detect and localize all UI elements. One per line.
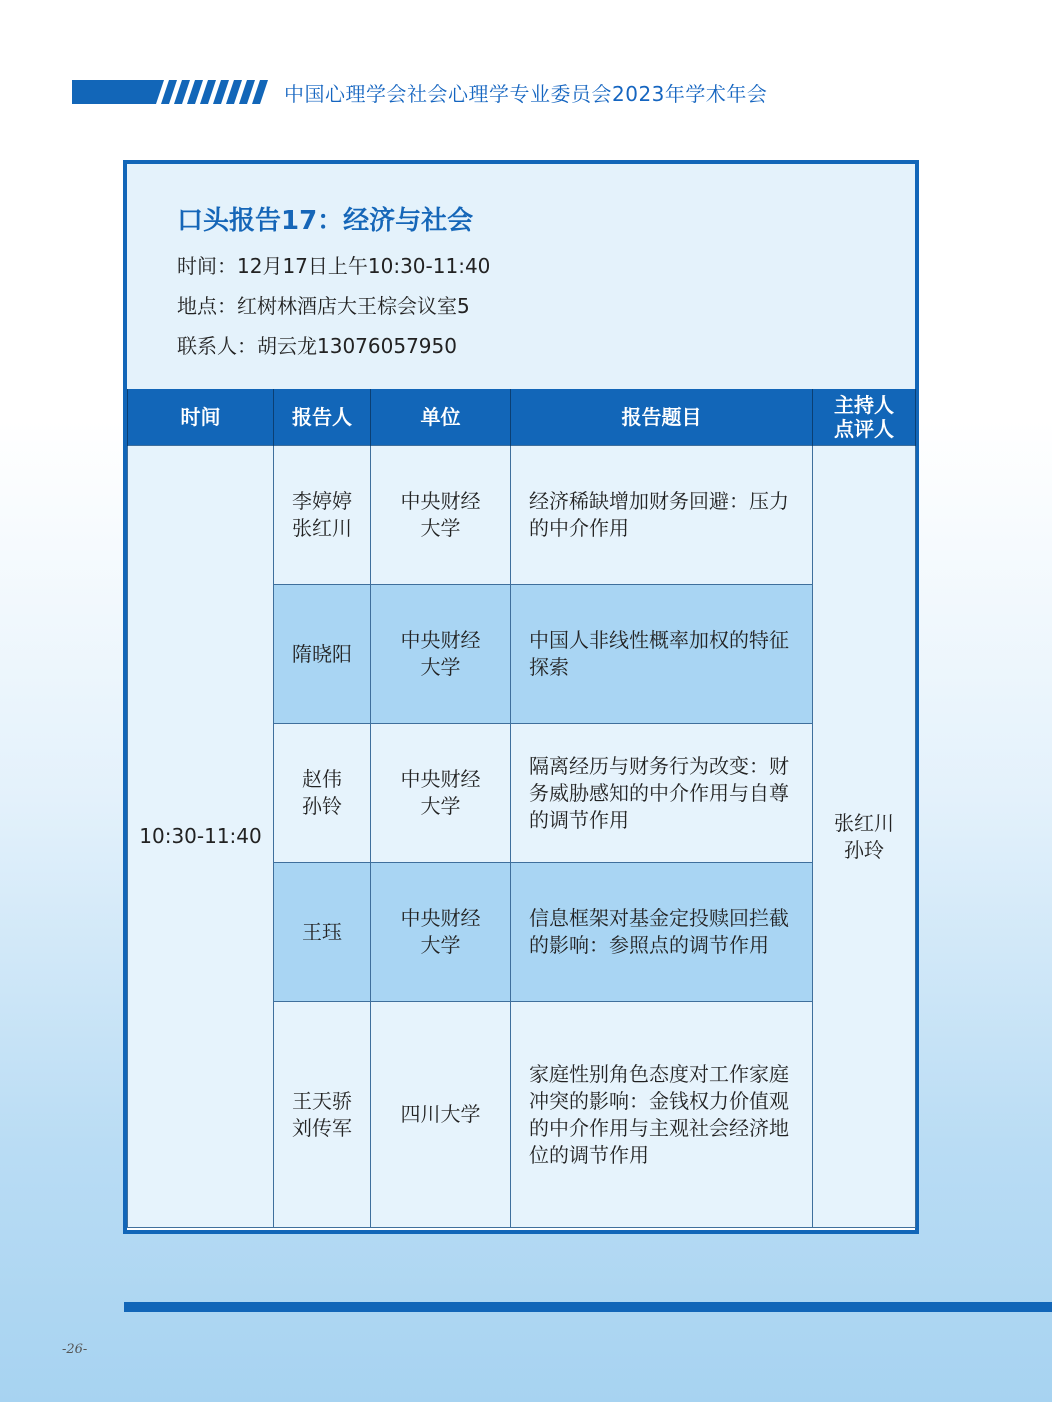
session-info-panel <box>127 164 915 389</box>
speaker-name: 隋晓阳 <box>292 641 352 666</box>
unit-line: 大学 <box>420 655 461 679</box>
session-title: 口头报告17：经济与社会 <box>177 206 474 236</box>
topic-cell: 中国人非线性概率加权的特征探索 <box>511 585 813 724</box>
unit-line: 中央财经 <box>400 906 481 930</box>
table-header-row <box>128 389 916 446</box>
session-contact: 联系人：胡云龙13076057950 <box>177 334 457 358</box>
topic-cell: 家庭性别角色态度对工作家庭冲突的影响：金钱权力价值观的中介作用与主观社会经济地位的调节作用 <box>511 1002 813 1228</box>
speaker-name: 赵伟 <box>302 767 342 791</box>
header-host <box>813 389 916 446</box>
schedule-table <box>127 389 916 1228</box>
unit-line: 大学 <box>420 516 461 540</box>
page-number: -26- <box>62 1342 88 1357</box>
header-unit: 单位 <box>371 389 511 446</box>
header-host-line1: 主持人 <box>834 393 894 417</box>
topic-cell: 信息框架对基金定投赎回拦截的影响：参照点的调节作用 <box>511 863 813 1002</box>
header-stripe-decoration <box>72 80 272 104</box>
speaker-name: 张红川 <box>292 516 352 540</box>
unit-line: 中央财经 <box>400 628 481 652</box>
footer-bar <box>124 1302 1052 1312</box>
unit-line: 中央财经 <box>400 489 481 513</box>
session-location: 地点：红树林酒店大王棕会议室5 <box>177 294 470 318</box>
session-frame <box>123 160 919 1234</box>
topic-cell: 隔离经历与财务行为改变：财务威胁感知的中介作用与自尊的调节作用 <box>511 724 813 863</box>
time-cell: 10:30-11:40 <box>128 446 274 1228</box>
unit-line: 大学 <box>420 933 461 957</box>
unit-line: 大学 <box>420 794 461 818</box>
unit-line: 中央财经 <box>400 767 481 791</box>
header-time: 时间 <box>128 389 274 446</box>
session-time: 时间：12月17日上午10:30-11:40 <box>177 254 491 278</box>
host-name: 孙玲 <box>844 837 884 862</box>
speaker-name: 王珏 <box>302 919 342 944</box>
speaker-cell <box>274 1002 371 1228</box>
host-cell <box>813 446 916 1228</box>
header-topic: 报告题目 <box>511 389 813 446</box>
unit-cell <box>371 446 511 585</box>
speaker-cell <box>274 585 371 724</box>
unit-cell <box>371 1002 511 1228</box>
topic-cell: 经济稀缺增加财务回避：压力的中介作用 <box>511 446 813 585</box>
unit-line: 四川大学 <box>400 1102 481 1126</box>
header-host-line2: 点评人 <box>834 417 894 441</box>
speaker-cell <box>274 446 371 585</box>
unit-cell <box>371 863 511 1002</box>
unit-cell <box>371 724 511 863</box>
table-row <box>128 446 916 585</box>
speaker-name: 孙铃 <box>302 794 342 818</box>
speaker-cell <box>274 724 371 863</box>
conference-title: 中国心理学会社会心理学专业委员会2023年学术年会 <box>284 82 768 106</box>
speaker-name: 李婷婷 <box>292 489 352 513</box>
speaker-name: 王天骄 <box>292 1088 352 1113</box>
speaker-name: 刘传军 <box>292 1115 352 1140</box>
header-speaker: 报告人 <box>274 389 371 446</box>
unit-cell <box>371 585 511 724</box>
speaker-cell <box>274 863 371 1002</box>
host-name: 张红川 <box>834 810 894 835</box>
